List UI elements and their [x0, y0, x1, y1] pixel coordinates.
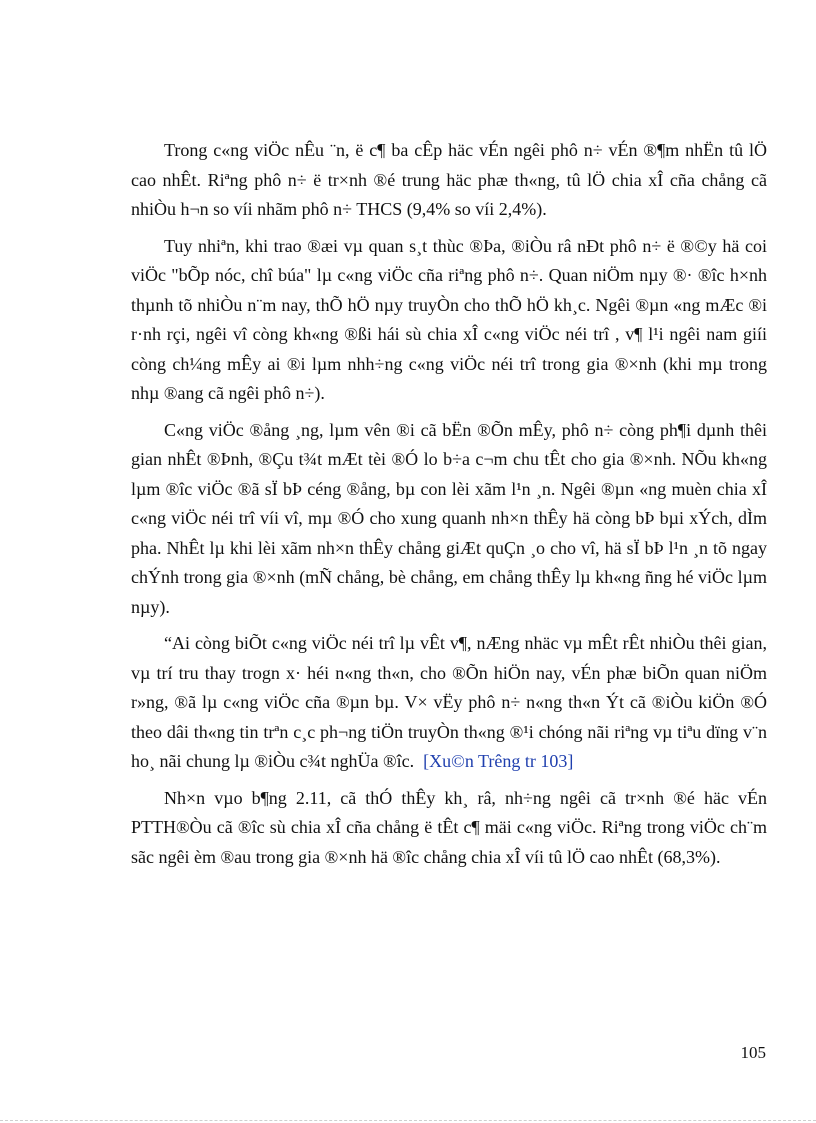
quote-text: “Ai còng biÕt c«ng viÖc néi trî lµ vÊt v¶, nÆng nhäc vµ mÊt rÊt nhiÒu thêi gian, vµ trí tru thay trogn x· héi n«ng th«n, cho ®Õn hiÖn nay, vÉn phæ biÕn quan niÖm r»ng, ®ã lµ c«ng viÖc cña ®µn bµ. V× vËy phô n÷ n«ng th«n Ýt cã ®iÒu kiÖn ®Ó theo dâi th«ng tin trªn c¸c ph¬ng tiÖn truyÒn th«ng ®¹i chóng nãi riªng vµ tiªu dïng v¨n ho¸ nãi chung lµ ®iÒu c¾t nghÜa ®îc.: [131, 633, 767, 771]
quote-paragraph: [131, 629, 767, 777]
paragraph-2: Tuy nhiªn, khi trao ®æi vµ quan s¸t thùc ®Þa, ®iÒu râ nÐt phô n÷ ë ®©y hä coi viÖc "bÕp nóc, chî búa" lµ c«ng viÖc cña riªng phô n÷. Quan niÖm nµy ®· ®îc h×nh thµnh tõ nhiÒu n¨m nay, thÕ hÖ nµy truyÒn cho thÕ hÖ kh¸c. Ngêi ®µn «ng mÆc ®i r·nh rçi, ngêi vî còng kh«ng ®ßi hái sù chia xÎ c«ng viÖc néi trî , v¶ l¹i ngêi nam giíi còng ch¼ng mÊy ai ®i lµm nhh÷ng c«ng viÖc néi trî trong gia ®×nh (khi mµ trong nhµ ®ang cã ngêi phô n÷).: [131, 235, 767, 403]
page-bottom-border: [0, 1120, 816, 1121]
page-number: 105: [740, 1043, 766, 1062]
body-text: [131, 136, 767, 879]
paragraph-3: C«ng viÖc ®ång ¸ng, lµm vên ®i cã bËn ®Õn mÊy, phô n÷ còng ph¶i dµnh thêi gian nhÊt ®Þnh, ®Çu t¾t mÆt tèi ®Ó lo b÷a c¬m chu tÊt cho gia ®×nh. NÕu kh«ng lµm ®îc viÖc ®ã sÏ bÞ céng ®ång, bµ con lèi xãm l¹n ¸n. Ngêi ®µn «ng muèn chia xÎ c«ng viÖc néi trî víi vî, mµ ®Ó cho xung quanh nh×n thÊy hä còng bÞ bµi xÝch, dÌm pha. NhÊt lµ khi lèi xãm nh×n thÊy chång giÆt quÇn ¸o cho vî, hä sÏ bÞ l¹n ¸n tõ ngay chÝnh trong gia ®×nh (mÑ chång, bè chång, em chång thÊy lµ kh«ng ñng hé viÖc lµm nµy).: [131, 419, 767, 617]
paragraph-1: Trong c«ng viÖc nÊu ¨n, ë c¶ ba cÊp häc vÉn ngêi phô n÷ vÉn ®¶m nhËn tû lÖ cao nhÊt. Riªng phô n÷ ë tr×nh ®é trung häc phæ th«ng, tû lÖ chia xÎ cña chång cã nhiÒu h¬n so víi nhãm phô n÷ THCS (9,4% so víi 2,4%).: [131, 140, 767, 219]
paragraph-5: Nh×n vµo b¶ng 2.11, cã thÓ thÊy kh¸ râ, nh÷ng ngêi cã tr×nh ®é häc vÉn PTTH®Òu cã ®îc sù chia xÎ cña chång ë tÊt c¶ mäi c«ng viÖc. Riªng trong viÖc ch¨m sãc ngêi èm ®au trong gia ®×nh hä ®îc chång chia xÎ víi tû lÖ cao nhÊt (68,3%).: [131, 787, 767, 867]
citation-reference: [Xu©n Trêng tr 103]: [423, 751, 574, 771]
